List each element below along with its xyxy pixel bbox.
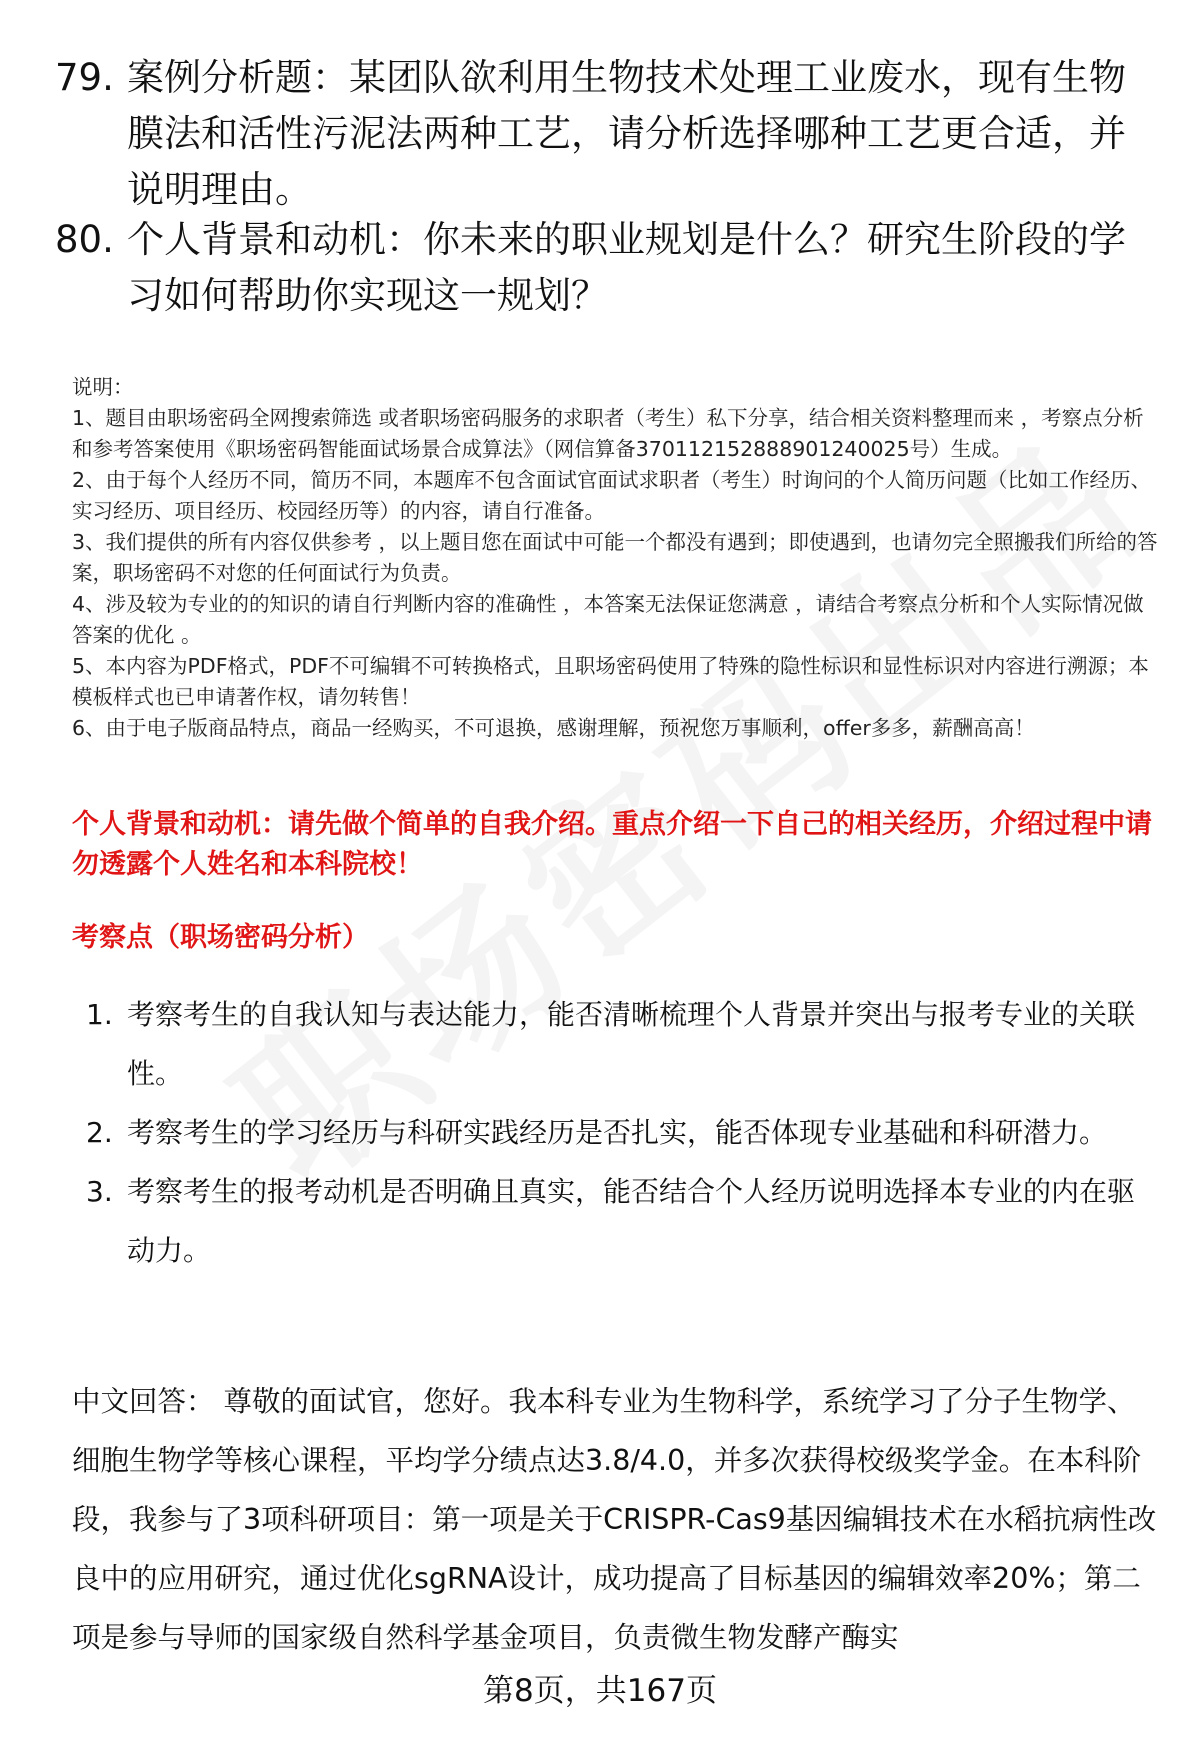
- question-79: [55, 50, 1155, 218]
- question-number: 80.: [55, 218, 114, 261]
- point-text: 考察考生的自我认知与表达能力，能否清晰梳理个人背景并突出与报考专业的关联性。: [127, 998, 1136, 1090]
- list-item: [72, 1162, 1152, 1280]
- list-item: [72, 1103, 1152, 1162]
- section-subheading: 考察点（职场密码分析）: [72, 922, 369, 953]
- notes-block: [72, 372, 1162, 744]
- note-item: 4、涉及较为专业的的知识的请自行判断内容的准确性 ，本答案无法保证您满意 ，请结合考察点分析和个人实际情况做答案的优化 。: [72, 592, 1144, 647]
- points-list: [72, 985, 1152, 1280]
- page-footer: 第8页，共167页: [483, 1673, 717, 1709]
- note-item: 5、本内容为PDF格式，PDF不可编辑不可转换格式，且职场密码使用了特殊的隐性标识和显性标识对内容进行溯源；本模板样式也已申请著作权，请勿转售！: [72, 654, 1149, 709]
- section-heading: 个人背景和动机：请先做个简单的自我介绍。重点介绍一下自己的相关经历，介绍过程中请勿透露个人姓名和本科院校！: [72, 809, 1152, 880]
- point-number: 1.: [86, 998, 113, 1031]
- note-item: 1、题目由职场密码全网搜索筛选 或者职场密码服务的求职者（考生）私下分享，结合相关资料整理而来 ，考察点分析和参考答案使用《职场密码智能面试场景合成算法》（网信算备370112152888901240025号）生成。: [72, 406, 1144, 461]
- question-80: [55, 212, 1155, 324]
- question-text: 案例分析题：某团队欲利用生物技术处理工业废水，现有生物膜法和活性污泥法两种工艺，请分析选择哪种工艺更合适，并说明理由。: [127, 56, 1126, 211]
- answer-text: 中文回答： 尊敬的面试官，您好。我本科专业为生物科学，系统学习了分子生物学、细胞生物学等核心课程，平均学分绩点达3.8/4.0，并多次获得校级奖学金。在本科阶段，我参与了3项科研项目：第一项是关于CRISPR-Cas9基因编辑技术在水稻抗病性改良中的应用研究，通过优化sgRNA设计，成功提高了目标基因的编辑效率20%；第二项是参与导师的国家级自然科学基金项目，负责微生物发酵产酶实: [72, 1385, 1157, 1654]
- point-text: 考察考生的学习经历与科研实践经历是否扎实，能否体现专业基础和科研潜力。: [127, 1116, 1108, 1149]
- notes-title: 说明：: [72, 375, 134, 399]
- list-item: [72, 985, 1152, 1103]
- note-item: 3、我们提供的所有内容仅供参考 ，以上题目您在面试中可能一个都没有遇到；即使遇到，也请勿完全照搬我们所给的答案，职场密码不对您的任何面试行为负责。: [72, 530, 1158, 585]
- point-number: 2.: [86, 1116, 113, 1149]
- question-text: 个人背景和动机：你未来的职业规划是什么？研究生阶段的学习如何帮助你实现这一规划？: [127, 218, 1126, 317]
- note-item: 2、由于每个人经历不同，简历不同，本题库不包含面试官面试求职者（考生）时询问的个人简历问题（比如工作经历、实习经历、项目经历、校园经历等）的内容，请自行准备。: [72, 468, 1152, 523]
- question-number: 79.: [55, 56, 114, 99]
- point-number: 3.: [86, 1175, 113, 1208]
- point-text: 考察考生的报考动机是否明确且真实，能否结合个人经历说明选择本专业的内在驱动力。: [127, 1175, 1136, 1267]
- note-item: 6、由于电子版商品特点，商品一经购买，不可退换，感谢理解，预祝您万事顺利，offer多多，薪酬高高！: [72, 716, 1035, 740]
